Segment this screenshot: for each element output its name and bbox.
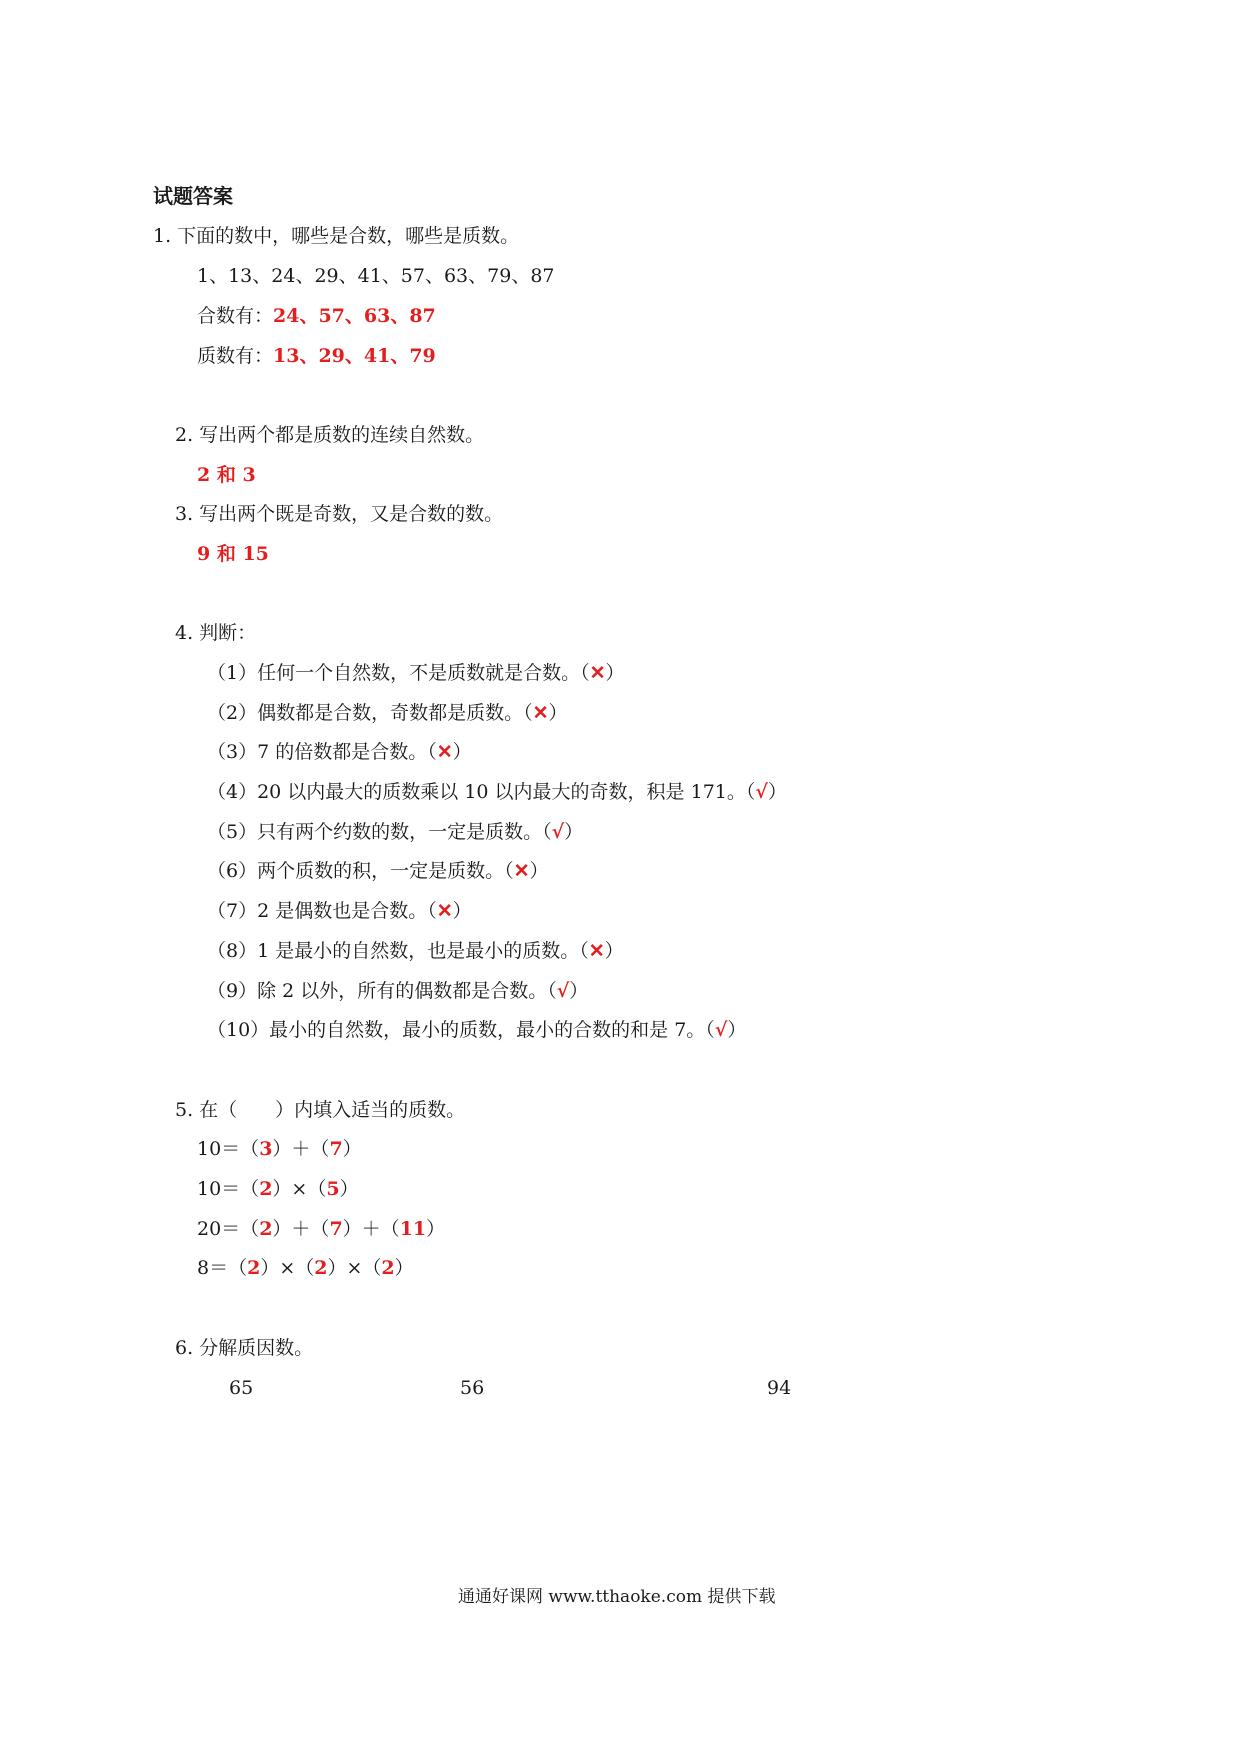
page-title: 试题答案: [153, 184, 233, 208]
cross-mark-icon: ✕: [436, 900, 453, 922]
judgement-close: ）: [564, 821, 584, 843]
equation-answer: 5: [326, 1178, 340, 1200]
judgement-text: （4）20 以内最大的质数乘以 10 以内最大的奇数，积是 171。（: [207, 781, 756, 803]
judgement-close: ）: [452, 900, 472, 922]
judgement-item: [207, 899, 472, 923]
judgement-item: [207, 661, 625, 685]
prime-answer: 13、29、41、79: [273, 345, 436, 367]
check-mark-icon: √: [556, 980, 570, 1002]
question-1-composite: [197, 304, 436, 328]
question-5-stem: 5. 在（ ）内填入适当的质数。: [175, 1099, 466, 1121]
judgement-item: [207, 820, 583, 844]
equation-text: ）＋（: [272, 1138, 330, 1160]
question-4-stem: 4. 判断：: [175, 622, 257, 644]
equation-text: ）＋（: [342, 1218, 400, 1240]
question-6-stem: 6. 分解质因数。: [175, 1337, 314, 1359]
equation-answer: 2: [314, 1257, 328, 1279]
judgement-item: [207, 939, 624, 963]
judgement-close: ）: [767, 781, 787, 803]
cross-mark-icon: ✕: [588, 940, 605, 962]
judgement-text: （10）最小的自然数，最小的质数，最小的合数的和是 7。（: [207, 1019, 715, 1041]
factor-number: 56: [460, 1377, 485, 1399]
equation-text: ）: [394, 1257, 414, 1279]
equation-answer: 3: [259, 1138, 273, 1160]
judgement-text: （2）偶数都是合数，奇数都是质数。（: [207, 702, 533, 724]
judgement-close: ）: [452, 741, 472, 763]
equation-3: [197, 1217, 445, 1241]
question-3-stem: 3. 写出两个既是奇数，又是合数的数。: [175, 503, 504, 525]
question-1-prime: [197, 344, 436, 368]
question-2-stem: 2. 写出两个都是质数的连续自然数。: [175, 424, 485, 446]
equation-text: 10＝（: [197, 1178, 260, 1200]
prime-label: 质数有：: [197, 345, 274, 367]
judgement-item: [207, 1018, 746, 1042]
question-1-stem: 1. 下面的数中，哪些是合数，哪些是质数。: [153, 225, 520, 247]
equation-text: ）×（: [327, 1257, 382, 1279]
question-2-answer: 2 和 3: [197, 464, 256, 486]
equation-text: ）: [339, 1178, 359, 1200]
judgement-close: ）: [529, 860, 549, 882]
equation-answer: 2: [259, 1178, 273, 1200]
equation-text: ）: [342, 1138, 362, 1160]
judgement-item: [207, 859, 549, 883]
equation-1: [197, 1137, 362, 1161]
judgement-item: [207, 780, 787, 804]
equation-text: 20＝（: [197, 1218, 260, 1240]
composite-answer: 24、57、63、87: [273, 305, 436, 327]
equation-text: ）×（: [260, 1257, 315, 1279]
check-mark-icon: √: [551, 821, 565, 843]
equation-answer: 2: [381, 1257, 395, 1279]
judgement-close: ）: [569, 980, 589, 1002]
question-1-numbers: 1、13、24、29、41、57、63、79、87: [197, 265, 555, 287]
cross-mark-icon: ✕: [532, 702, 549, 724]
equation-answer: 2: [247, 1257, 261, 1279]
factor-number: 94: [767, 1377, 792, 1399]
judgement-item: [207, 979, 588, 1003]
check-mark-icon: √: [714, 1019, 728, 1041]
equation-answer: 11: [399, 1218, 427, 1240]
composite-label: 合数有：: [197, 305, 274, 327]
judgement-item: [207, 740, 472, 764]
judgement-close: ）: [727, 1019, 747, 1041]
judgement-close: ）: [604, 940, 624, 962]
cross-mark-icon: ✕: [513, 860, 530, 882]
equation-text: 10＝（: [197, 1138, 260, 1160]
judgement-close: ）: [605, 662, 625, 684]
equation-text: ）＋（: [272, 1218, 330, 1240]
equation-answer: 7: [329, 1138, 343, 1160]
judgement-text: （1）任何一个自然数，不是质数就是合数。（: [207, 662, 590, 684]
equation-text: ）: [426, 1218, 446, 1240]
cross-mark-icon: ✕: [436, 741, 453, 763]
page-footer: 通通好课网 www.tthaoke.com 提供下载: [458, 1587, 776, 1607]
cross-mark-icon: ✕: [589, 662, 606, 684]
judgement-text: （9）除 2 以外，所有的偶数都是合数。（: [207, 980, 557, 1002]
judgement-close: ）: [548, 702, 568, 724]
equation-answer: 7: [329, 1218, 343, 1240]
equation-4: [197, 1256, 414, 1280]
judgement-text: （5）只有两个约数的数，一定是质数。（: [207, 821, 552, 843]
question-3-answer: 9 和 15: [197, 543, 269, 565]
equation-2: [197, 1177, 359, 1201]
judgement-text: （6）两个质数的积，一定是质数。（: [207, 860, 514, 882]
check-mark-icon: √: [755, 781, 768, 803]
judgement-item: [207, 701, 568, 725]
equation-text: ）×（: [272, 1178, 327, 1200]
equation-answer: 2: [259, 1218, 273, 1240]
equation-text: 8＝（: [197, 1257, 248, 1279]
judgement-text: （7）2 是偶数也是合数。（: [207, 900, 437, 922]
factor-number: 65: [229, 1377, 254, 1399]
judgement-text: （8）1 是最小的自然数，也是最小的质数。（: [207, 940, 589, 962]
judgement-text: （3）7 的倍数都是合数。（: [207, 741, 437, 763]
